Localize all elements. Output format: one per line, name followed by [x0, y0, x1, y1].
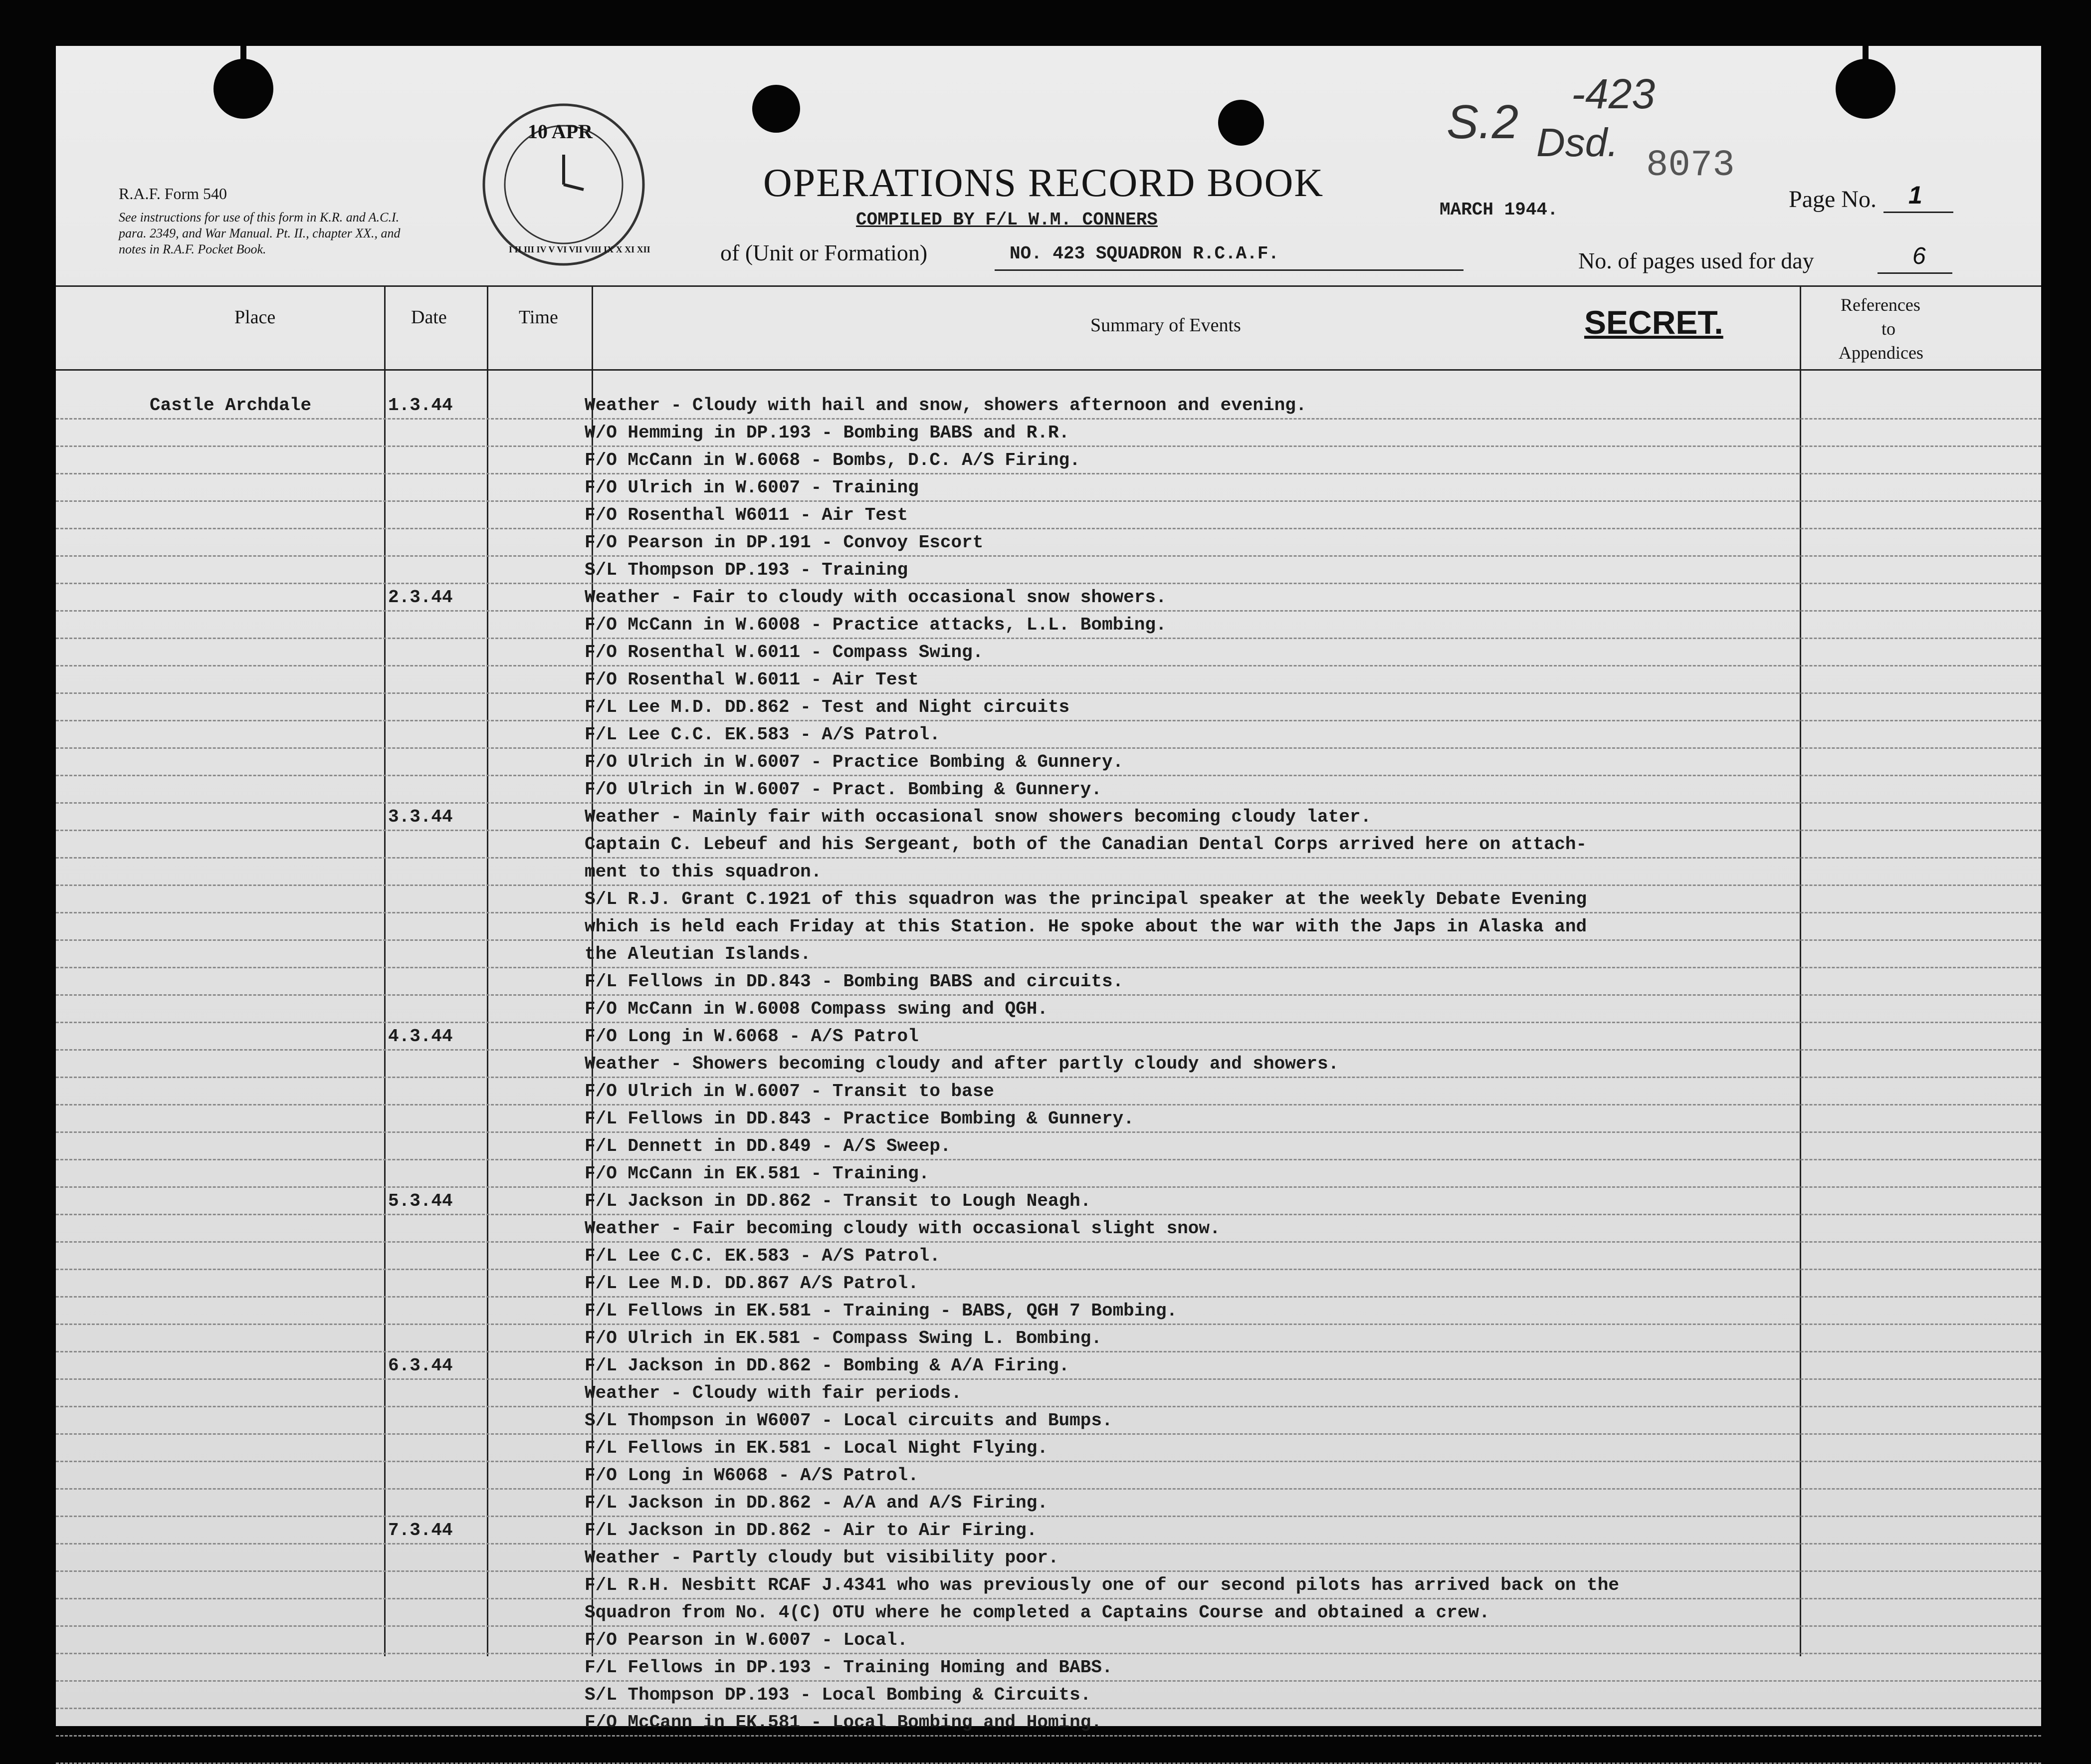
ruled-line — [56, 1708, 2041, 1709]
event-line: Weather - Fair becoming cloudy with occasional slight snow. — [585, 1218, 1221, 1239]
event-line: F/L Lee C.C. EK.583 - A/S Patrol. — [585, 1246, 940, 1266]
event-line: F/L Jackson in DD.862 - Air to Air Firing. — [585, 1520, 1038, 1541]
ruled-line — [56, 1433, 2041, 1435]
ruled-line — [56, 802, 2041, 804]
event-line: Squadron from No. 4(C) OTU where he completed a Captains Course and obtained a crew. — [585, 1602, 1490, 1623]
ruled-line — [56, 692, 2041, 694]
ruled-line — [56, 473, 2041, 474]
event-line: ment to this squadron. — [585, 862, 822, 882]
event-line: Weather - Cloudy with hail and snow, showers afternoon and evening. — [585, 395, 1307, 416]
event-line: F/O Long in W.6068 - A/S Patrol — [585, 1026, 919, 1047]
pages-underline — [1878, 272, 1952, 274]
event-line: F/O McCann in W.6008 - Practice attacks, L.L. Bombing. — [585, 615, 1167, 635]
event-line: Weather - Mainly fair with occasional snow showers becoming cloudy later. — [585, 807, 1372, 827]
event-line: which is held each Friday at this Station. He spoke about the war with the Japs in Alaska and — [585, 916, 1587, 937]
column-header-summary: Summary of Events — [1090, 315, 1241, 336]
column-header-references: Appendices — [1839, 343, 1923, 363]
event-line: F/L Dennett in DD.849 - A/S Sweep. — [585, 1136, 951, 1156]
ruled-line — [56, 1159, 2041, 1160]
ruled-line — [56, 1488, 2041, 1490]
ruled-line — [56, 1653, 2041, 1654]
event-line: F/L Jackson in DD.862 - A/A and A/S Firing. — [585, 1493, 1048, 1513]
classification-secret: SECRET. — [1584, 304, 1723, 341]
compiled-by: COMPILED BY F/L W.M. CONNERS — [856, 210, 1158, 230]
ruled-line — [56, 967, 2041, 968]
handwritten-reference: S.2 — [1447, 95, 1519, 149]
event-line: F/L Fellows in DP.193 - Training Homing and BABS. — [585, 1657, 1113, 1678]
ruled-line — [56, 1269, 2041, 1270]
entry-date: 6.3.44 — [388, 1355, 453, 1376]
instruction-line: para. 2349, and War Manual. Pt. II., chapter XX., and — [119, 226, 401, 240]
ruled-line — [56, 638, 2041, 639]
event-line: S/L Thompson DP.193 - Training — [585, 560, 908, 580]
form-id: R.A.F. Form 540 — [119, 185, 227, 203]
column-header-references: References — [1841, 295, 1920, 315]
stamp-numerals: I II III IV V VI VII VIII IX X XI XII — [509, 244, 650, 254]
ruled-line — [56, 500, 2041, 502]
unit-value: NO. 423 SQUADRON R.C.A.F. — [1010, 243, 1279, 264]
event-line: Captain C. Lebeuf and his Sergeant, both of the Canadian Dental Corps arrived here on attach- — [585, 834, 1587, 855]
column-divider — [1800, 285, 1801, 1656]
column-header-date: Date — [411, 307, 447, 328]
event-line: F/O McCann in EK.581 - Local Bombing and Homing. — [585, 1712, 1102, 1733]
event-line: W/O Hemming in DP.193 - Bombing BABS and R.R. — [585, 423, 1070, 443]
event-line: F/L R.H. Nesbitt RCAF J.4341 who was previously one of our second pilots has arrived back on the — [585, 1575, 1619, 1595]
event-line: S/L R.J. Grant C.1921 of this squadron was the principal speaker at the weekly Debate Evening — [585, 889, 1587, 909]
event-line: F/O Ulrich in W.6007 - Pract. Bombing & Gunnery. — [585, 779, 1102, 800]
pages-label: No. of pages used for day — [1578, 248, 1814, 273]
ruled-line — [56, 583, 2041, 584]
event-line: Weather - Partly cloudy but visibility poor. — [585, 1547, 1059, 1568]
ruled-line — [56, 1598, 2041, 1599]
entry-date: 4.3.44 — [388, 1026, 453, 1047]
entry-date: 1.3.44 — [388, 395, 453, 416]
binder-hole — [1836, 59, 1895, 119]
event-line: F/L Jackson in DD.862 - Bombing & A/A Firing. — [585, 1355, 1070, 1376]
event-line: F/O Ulrich in W.6007 - Training — [585, 477, 919, 498]
ruled-line — [56, 1543, 2041, 1544]
ruled-line — [56, 747, 2041, 749]
page-value: 1 — [1908, 181, 1922, 209]
entry-date: 2.3.44 — [388, 587, 453, 608]
event-line: S/L Thompson DP.193 - Local Bombing & Circuits. — [585, 1685, 1091, 1705]
event-line: F/O Ulrich in W.6007 - Practice Bombing & Gunnery. — [585, 752, 1124, 772]
event-line: F/O Ulrich in W.6007 - Transit to base — [585, 1081, 994, 1102]
ruled-line — [56, 775, 2041, 776]
ruled-line — [56, 1461, 2041, 1462]
ruled-line — [56, 1296, 2041, 1298]
event-line: F/O Rosenthal W6011 - Air Test — [585, 505, 908, 525]
ruled-line — [56, 665, 2041, 666]
receipt-stamp — [479, 70, 648, 279]
ruled-line — [56, 1104, 2041, 1105]
ruled-line — [56, 939, 2041, 941]
table-header-border — [56, 369, 2041, 371]
page-title: OPERATIONS RECORD BOOK — [763, 161, 1324, 205]
event-line: F/O McCann in EK.581 - Training. — [585, 1163, 930, 1184]
event-line: F/O Ulrich in EK.581 - Compass Swing L. Bombing. — [585, 1328, 1102, 1348]
ruled-line — [56, 528, 2041, 529]
event-line: Weather - Showers becoming cloudy and after partly cloudy and showers. — [585, 1054, 1339, 1074]
ruled-line — [56, 1680, 2041, 1682]
event-line: F/L Jackson in DD.862 - Transit to Lough Neagh. — [585, 1191, 1091, 1211]
table-top-border — [56, 285, 2041, 287]
ruled-line — [56, 418, 2041, 420]
handwritten-note: Dsd. — [1536, 120, 1619, 165]
column-header-references: to — [1882, 319, 1896, 339]
ruled-line — [56, 610, 2041, 612]
ruled-line — [56, 555, 2041, 557]
event-line: Weather - Fair to cloudy with occasional snow showers. — [585, 587, 1167, 608]
month: MARCH 1944. — [1440, 200, 1558, 220]
ruled-line — [56, 994, 2041, 996]
entry-date: 3.3.44 — [388, 807, 453, 827]
event-line: the Aleutian Islands. — [585, 944, 811, 964]
ruled-line — [56, 1077, 2041, 1078]
ruled-line — [56, 445, 2041, 447]
ruled-line — [56, 830, 2041, 831]
ruled-line — [56, 912, 2041, 913]
ruled-line — [56, 1214, 2041, 1215]
form-sheet — [56, 46, 2041, 1726]
ruled-line — [56, 1186, 2041, 1188]
ruled-line — [56, 720, 2041, 721]
binder-hole — [1218, 100, 1264, 146]
binder-hole — [752, 85, 800, 133]
instruction-line: notes in R.A.F. Pocket Book. — [119, 242, 266, 256]
entry-date: 5.3.44 — [388, 1191, 453, 1211]
page-underline — [1883, 212, 1953, 213]
document-number: 8073 — [1646, 145, 1735, 187]
unit-underline — [995, 269, 1464, 271]
event-line: F/O Rosenthal W.6011 - Compass Swing. — [585, 642, 984, 662]
event-line: F/O McCann in W.6008 Compass swing and QGH. — [585, 999, 1048, 1019]
ruled-line — [56, 1022, 2041, 1023]
event-line: F/O Pearson in W.6007 - Local. — [585, 1630, 908, 1650]
event-line: F/L Fellows in EK.581 - Local Night Flying. — [585, 1438, 1048, 1458]
page-label: Page No. — [1789, 186, 1877, 213]
unit-label: of (Unit or Formation) — [720, 240, 928, 265]
event-line: F/O Rosenthal W.6011 - Air Test — [585, 669, 919, 690]
ruled-line — [56, 1241, 2041, 1243]
ruled-line — [56, 1406, 2041, 1407]
ruled-line — [56, 1323, 2041, 1325]
event-line: F/L Lee C.C. EK.583 - A/S Patrol. — [585, 724, 940, 745]
ruled-line — [56, 1378, 2041, 1380]
ruled-line — [56, 884, 2041, 886]
stamp-date: 10 APR — [528, 120, 593, 143]
column-header-time: Time — [519, 307, 558, 328]
ruled-line — [56, 857, 2041, 859]
event-line: F/L Lee M.D. DD.862 - Test and Night circuits — [585, 697, 1070, 717]
ruled-line — [56, 1049, 2041, 1051]
pages-value: 6 — [1912, 243, 1926, 269]
ruled-line — [56, 1570, 2041, 1572]
event-line: F/O McCann in W.6068 - Bombs, D.C. A/S Firing. — [585, 450, 1080, 470]
instruction-line: See instructions for use of this form in K.R. and A.C.I. — [119, 210, 400, 224]
event-line: F/O Long in W6068 - A/S Patrol. — [585, 1465, 919, 1486]
ruled-line — [56, 1351, 2041, 1352]
ruled-line — [56, 1516, 2041, 1517]
column-header-place: Place — [234, 307, 276, 328]
column-divider — [487, 285, 488, 1656]
event-line: F/L Fellows in DD.843 - Bombing BABS and circuits. — [585, 971, 1124, 992]
ruled-line — [56, 1625, 2041, 1627]
ruled-line — [56, 1131, 2041, 1133]
event-line: F/L Lee M.D. DD.867 A/S Patrol. — [585, 1273, 919, 1294]
event-line: Weather - Cloudy with fair periods. — [585, 1383, 962, 1403]
event-line: S/L Thompson in W6007 - Local circuits and Bumps. — [585, 1410, 1113, 1431]
entry-date: 7.3.44 — [388, 1520, 453, 1541]
ruled-line — [56, 1735, 2041, 1737]
handwritten-reference-suffix: -423 — [1571, 70, 1656, 117]
event-line: F/O Pearson in DP.191 - Convoy Escort — [585, 532, 984, 553]
event-line: F/L Fellows in EK.581 - Training - BABS, QGH 7 Bombing. — [585, 1301, 1178, 1321]
event-line: F/L Fellows in DD.843 - Practice Bombing & Gunnery. — [585, 1108, 1134, 1129]
column-divider — [384, 285, 386, 1656]
place-value: Castle Archdale — [150, 395, 312, 416]
binder-hole — [213, 59, 273, 119]
